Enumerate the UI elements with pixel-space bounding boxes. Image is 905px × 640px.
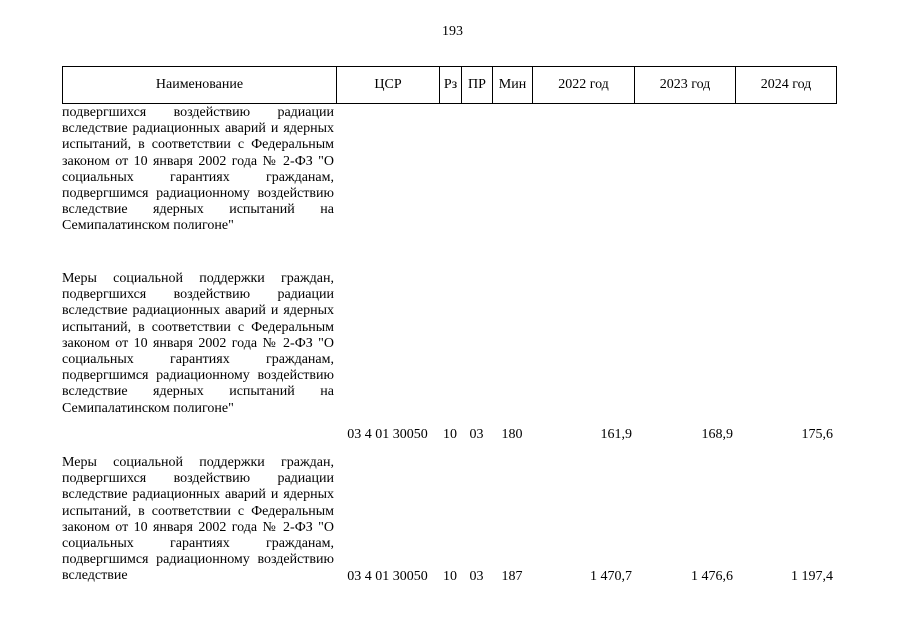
header-2022: 2022 год	[533, 67, 635, 103]
row-csr: 03 4 01 30050	[347, 427, 428, 442]
header-min: Мин	[493, 67, 533, 103]
row-pr: 03	[469, 569, 484, 584]
table-row	[62, 455, 837, 595]
row-2024: 1 197,4	[791, 569, 833, 584]
header-csr: ЦСР	[337, 67, 440, 103]
table-header	[62, 66, 837, 104]
row-name: Меры социальной поддержки граждан, подвергшихся воздействию радиации вследствие радиационных аварий и ядерных испытаний, в соответствии с Федеральным законом от 10 января 2002 года № 2-ФЗ "О социальных гарантиях гражданам, подвергшимся радиационному воздействию вследствие ядерных испытаний на Семипалатинском полигоне"	[62, 271, 334, 416]
table-row	[62, 271, 837, 443]
table-row	[62, 105, 837, 265]
header-2024: 2024 год	[760, 77, 812, 92]
page-number: 193	[442, 24, 463, 39]
row-rz: 10	[443, 427, 457, 442]
header-pr: ПР	[462, 67, 493, 103]
row-2022: 161,9	[600, 427, 632, 442]
row-2022: 1 470,7	[590, 569, 632, 584]
row-min: 187	[501, 569, 523, 584]
row-csr: 03 4 01 30050	[347, 569, 428, 584]
row-2023: 1 476,6	[691, 569, 733, 584]
row-min: 180	[501, 427, 523, 442]
row-2023: 168,9	[701, 427, 733, 442]
header-rz: Рз	[440, 67, 462, 103]
row-name: подвергшихся воздействию радиации вследствие радиационных аварий и ядерных испытаний, в соответствии с Федеральным законом от 10 января 2002 года № 2-ФЗ "О социальных гарантиях гражданам, подвергшимся радиационному воздействию вследствие ядерных испытаний на Семипалатинском полигоне"	[62, 105, 334, 234]
header-name: Наименование	[63, 67, 337, 103]
row-pr: 03	[469, 427, 484, 442]
row-rz: 10	[443, 569, 457, 584]
row-name: Меры социальной поддержки граждан, подвергшихся воздействию радиации вследствие радиационных аварий и ядерных испытаний, в соответствии с Федеральным законом от 10 января 2002 года № 2-ФЗ "О социальных гарантиях гражданам, подвергшимся радиационному воздействию вследствие	[62, 455, 334, 584]
header-2023: 2023 год	[635, 67, 736, 103]
row-2024: 175,6	[801, 427, 833, 442]
